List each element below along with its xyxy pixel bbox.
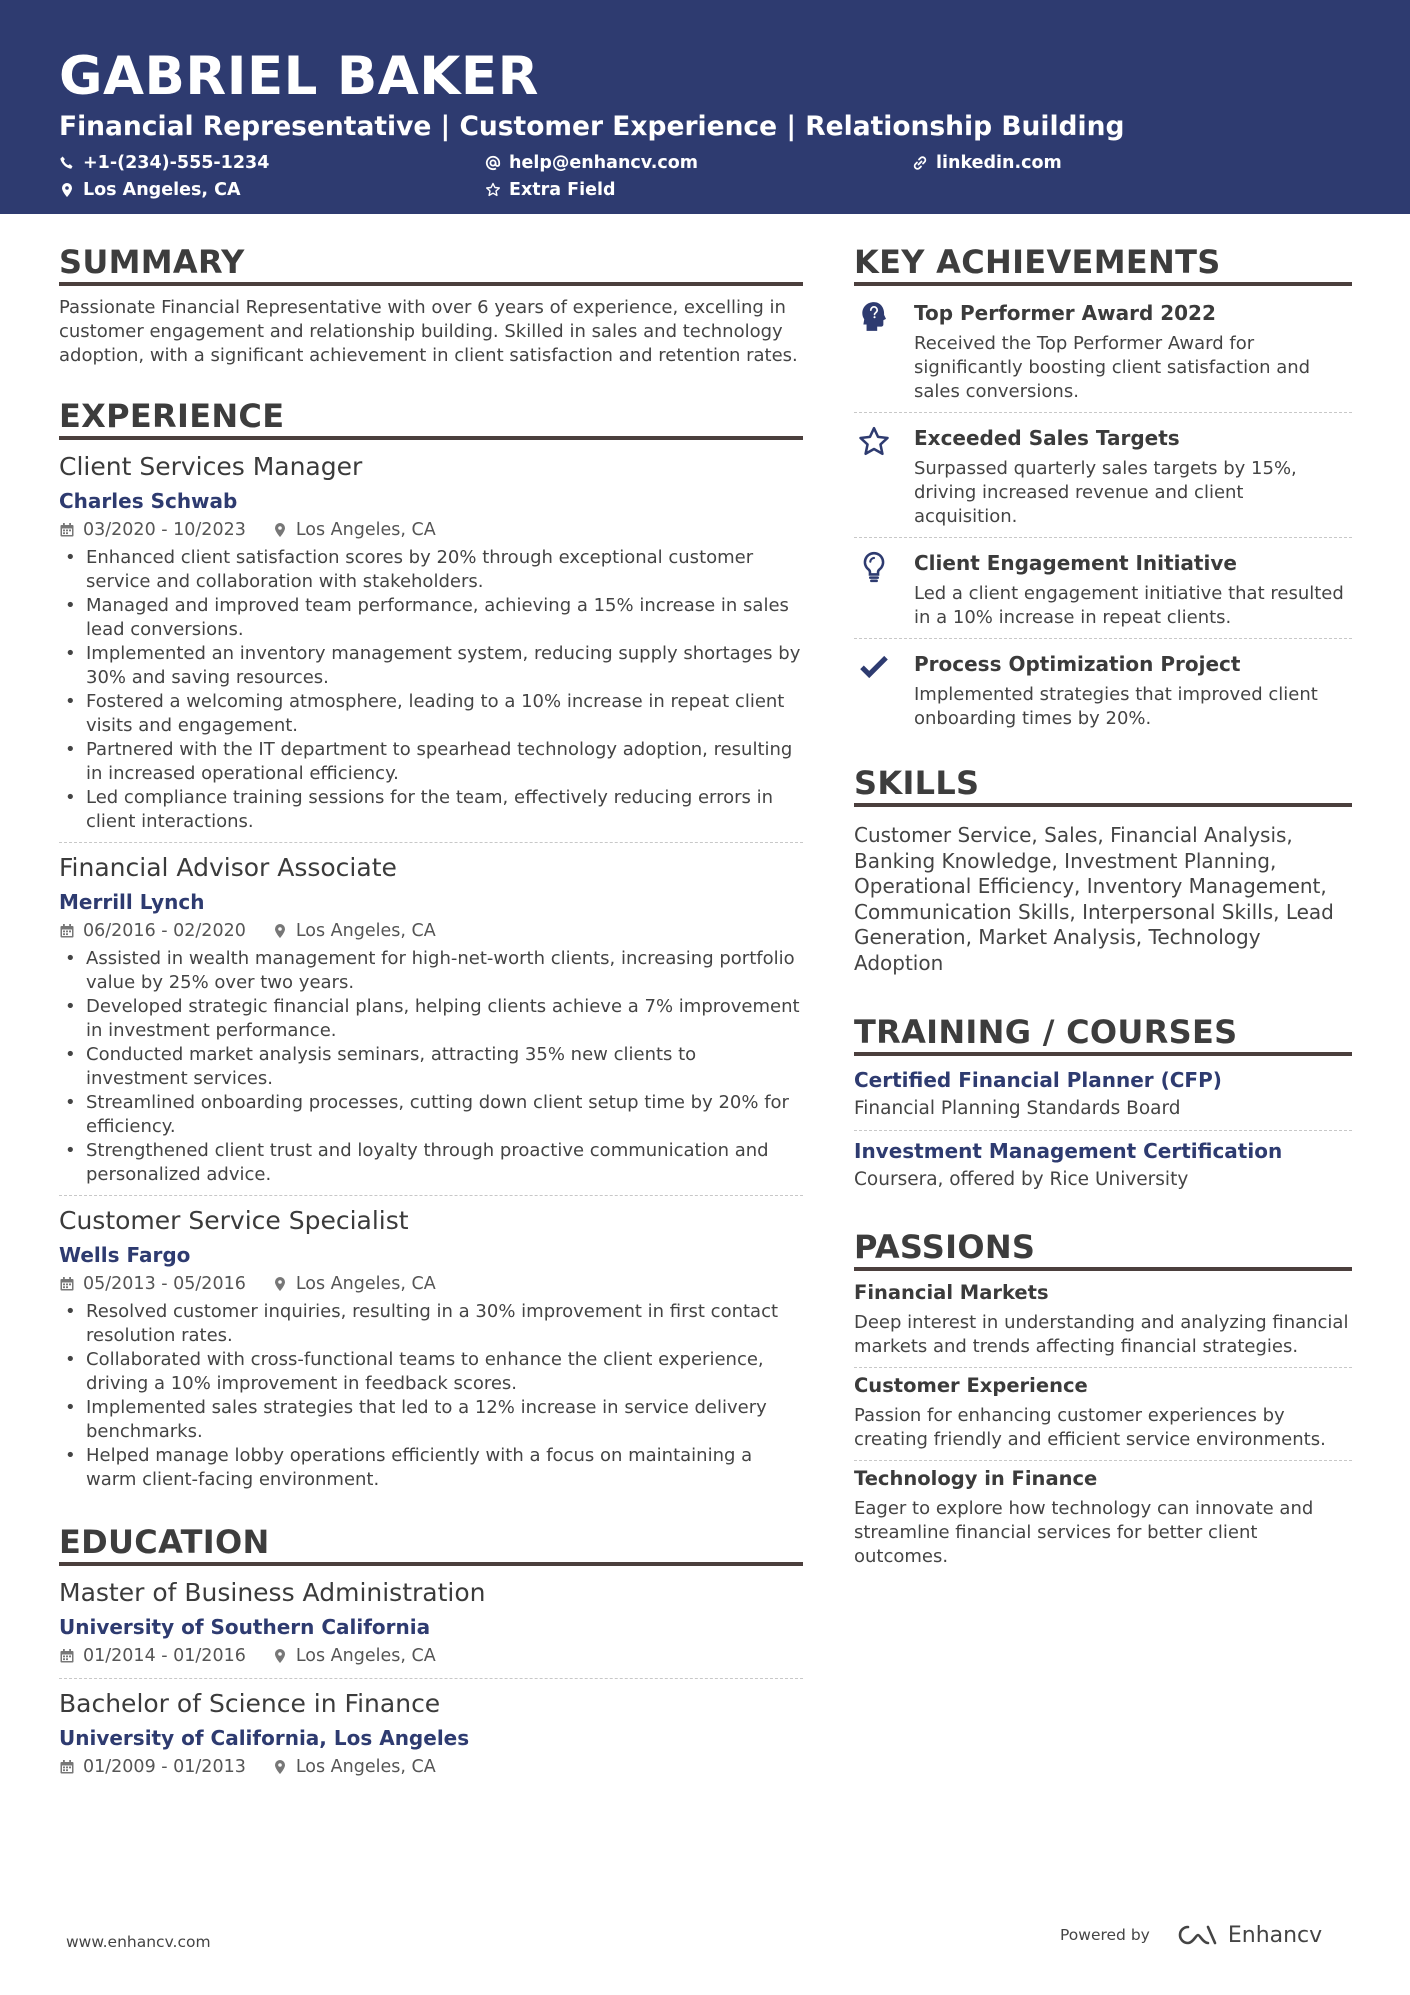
job-location: Los Angeles, CA xyxy=(295,921,436,941)
education-item xyxy=(59,1576,803,1679)
section-title-education: EDUCATION xyxy=(59,1522,803,1566)
footer-branding xyxy=(1060,1922,1322,1948)
achievement-desc: Received the Top Performer Award for significantly boosting client satisfaction and sales conversions. xyxy=(914,333,1311,402)
brand-logo[interactable] xyxy=(1174,1922,1322,1948)
star-outline-icon xyxy=(485,182,501,198)
education-dates: 01/2014 - 01/2016 xyxy=(83,1646,246,1666)
course-org: Financial Planning Standards Board xyxy=(854,1098,1181,1119)
experience-item xyxy=(59,851,803,1196)
education-dates: 01/2009 - 01/2013 xyxy=(83,1757,246,1777)
contact-phone[interactable] xyxy=(59,150,269,176)
achievement-title: Top Performer Award 2022 xyxy=(914,301,1216,325)
link-icon xyxy=(912,155,928,171)
job-meta xyxy=(59,1270,803,1298)
bullet-item: • Managed and improved team performance, achieving a 15% increase in sales lead conversions. xyxy=(59,594,803,642)
course-title: Certified Financial Planner (CFP) xyxy=(854,1068,1222,1092)
school-name: University of Southern California xyxy=(59,1615,431,1639)
education-meta xyxy=(59,1753,803,1781)
achievement-item xyxy=(854,413,1352,538)
contact-info xyxy=(59,150,1351,204)
education-section xyxy=(59,1522,803,1789)
calendar-icon xyxy=(59,522,75,538)
linkedin-text: linkedin.com xyxy=(936,153,1062,173)
calendar-icon xyxy=(59,1759,75,1775)
enhancv-logo-icon xyxy=(1174,1922,1220,1948)
section-title-summary: SUMMARY xyxy=(59,242,803,286)
job-location: Los Angeles, CA xyxy=(295,1274,436,1294)
degree-title: Bachelor of Science in Finance xyxy=(59,1689,441,1718)
calendar-icon xyxy=(59,923,75,939)
bullet-item: • Helped manage lobby operations efficiently with a focus on maintaining a warm client-facing environment. xyxy=(59,1444,803,1492)
email-text: help@enhancv.com xyxy=(509,153,699,173)
at-icon xyxy=(485,155,501,171)
extra-text: Extra Field xyxy=(509,180,616,200)
powered-by-text: Powered by xyxy=(1060,1926,1150,1944)
job-bullets xyxy=(59,947,803,1187)
bullet-item: • Fostered a welcoming atmosphere, leading to a 10% increase in repeat client visits and engagement. xyxy=(59,690,803,738)
head-icon xyxy=(857,300,891,334)
section-title-courses: TRAINING / COURSES xyxy=(854,1012,1352,1056)
job-dates: 03/2020 - 10/2023 xyxy=(83,520,246,540)
summary-text: Passionate Financial Representative with over 6 years of experience, excelling in customer engagement and relationship building. Skilled in sales and technology adoption, with a significant achievement in client satisfaction and retention rates. xyxy=(59,297,798,366)
bullet-item: • Developed strategic financial plans, helping clients achieve a 7% improvement in investment performance. xyxy=(59,995,803,1043)
checkmark-icon xyxy=(857,651,891,685)
passion-desc: Passion for enhancing customer experiences by creating friendly and efficient service environments. xyxy=(854,1405,1326,1450)
bullet-item: • Partnered with the IT department to spearhead technology adoption, resulting in increased operational efficiency. xyxy=(59,738,803,786)
contact-location xyxy=(59,177,241,203)
passion-desc: Eager to explore how technology can innovate and streamline financial services for better client outcomes. xyxy=(854,1498,1314,1567)
location-pin-icon xyxy=(272,1276,288,1292)
contact-extra xyxy=(485,177,616,203)
location-pin-icon xyxy=(272,923,288,939)
bullet-item: • Resolved customer inquiries, resulting in a 30% improvement in first contact resolution rates. xyxy=(59,1300,803,1348)
job-location: Los Angeles, CA xyxy=(295,520,436,540)
job-meta xyxy=(59,917,803,945)
course-item xyxy=(854,1131,1352,1201)
achievement-item xyxy=(854,538,1352,639)
bullet-item: • Enhanced client satisfaction scores by 20% through exceptional customer service and collaboration with stakeholders. xyxy=(59,546,803,594)
passions-section xyxy=(854,1227,1352,1577)
job-dates: 06/2016 - 02/2020 xyxy=(83,921,246,941)
company-name: Merrill Lynch xyxy=(59,890,205,914)
passion-desc: Deep interest in understanding and analyzing financial markets and trends affecting financial strategies. xyxy=(854,1312,1349,1357)
passion-title: Customer Experience xyxy=(854,1374,1088,1397)
experience-item xyxy=(59,1204,803,1500)
skills-list: Customer Service, Sales, Financial Analysis, Banking Knowledge, Investment Planning, Operational Efficiency, Inventory Management, Communication Skills, Interpersonal Skills, Lead Generation, Market Analysis, Technology Adoption xyxy=(854,823,1334,975)
achievement-title: Process Optimization Project xyxy=(914,652,1241,676)
bullet-item: • Streamlined onboarding processes, cutting down client setup time by 20% for efficiency. xyxy=(59,1091,803,1139)
location-pin-icon xyxy=(272,1648,288,1664)
company-name: Charles Schwab xyxy=(59,489,238,513)
education-location: Los Angeles, CA xyxy=(295,1646,436,1666)
bullet-item: • Implemented an inventory management system, reducing supply shortages by 30% and saving resources. xyxy=(59,642,803,690)
bullet-item: • Strengthened client trust and loyalty through proactive communication and personalized advice. xyxy=(59,1139,803,1187)
achievement-desc: Led a client engagement initiative that resulted in a 10% increase in repeat clients. xyxy=(914,583,1344,628)
summary-section xyxy=(59,242,803,368)
achievement-item xyxy=(854,639,1352,739)
footer-website[interactable]: www.enhancv.com xyxy=(66,1933,211,1951)
bullet-item: • Conducted market analysis seminars, attracting 35% new clients to investment services. xyxy=(59,1043,803,1091)
location-pin-icon xyxy=(272,1759,288,1775)
achievement-desc: Implemented strategies that improved client onboarding times by 20%. xyxy=(914,684,1318,729)
location-text: Los Angeles, CA xyxy=(83,180,241,200)
bullet-item: • Led compliance training sessions for the team, effectively reducing errors in client interactions. xyxy=(59,786,803,834)
education-meta xyxy=(59,1642,803,1670)
contact-email[interactable] xyxy=(485,150,698,176)
course-org: Coursera, offered by Rice University xyxy=(854,1169,1189,1190)
course-item xyxy=(854,1060,1352,1131)
headline: Financial Representative | Customer Experience | Relationship Building xyxy=(59,111,1125,142)
calendar-icon xyxy=(59,1648,75,1664)
achievements-section xyxy=(854,242,1352,739)
experience-item xyxy=(59,450,803,843)
bullet-item: • Assisted in wealth management for high-net-worth clients, increasing portfolio value by 25% over two years. xyxy=(59,947,803,995)
contact-linkedin[interactable] xyxy=(912,150,1062,176)
candidate-name: GABRIEL BAKER xyxy=(59,46,539,107)
degree-title: Master of Business Administration xyxy=(59,1578,486,1607)
achievement-desc: Surpassed quarterly sales targets by 15%, driving increased revenue and client acquisition. xyxy=(914,458,1297,527)
passion-item xyxy=(854,1461,1352,1577)
right-column xyxy=(854,242,1352,1605)
passion-item xyxy=(854,1368,1352,1461)
passion-title: Technology in Finance xyxy=(854,1467,1098,1490)
location-pin-icon xyxy=(272,522,288,538)
location-pin-icon xyxy=(59,182,75,198)
achievement-item xyxy=(854,288,1352,413)
course-title: Investment Management Certification xyxy=(854,1139,1283,1163)
section-title-experience: EXPERIENCE xyxy=(59,396,803,440)
left-column xyxy=(59,242,803,1817)
section-title-skills: SKILLS xyxy=(854,763,1352,807)
passion-title: Financial Markets xyxy=(854,1281,1049,1304)
phone-icon xyxy=(59,155,75,171)
skills-section xyxy=(854,763,1352,976)
achievement-title: Exceeded Sales Targets xyxy=(914,426,1180,450)
phone-text: +1-(234)-555-1234 xyxy=(83,153,270,173)
star-icon xyxy=(857,425,891,459)
company-name: Wells Fargo xyxy=(59,1243,191,1267)
experience-section xyxy=(59,396,803,1500)
job-bullets xyxy=(59,1300,803,1492)
job-title: Customer Service Specialist xyxy=(59,1206,409,1235)
brand-name: Enhancv xyxy=(1227,1922,1323,1948)
lightbulb-icon xyxy=(857,550,891,584)
education-location: Los Angeles, CA xyxy=(295,1757,436,1777)
education-item xyxy=(59,1687,803,1789)
courses-section xyxy=(854,1012,1352,1201)
job-bullets xyxy=(59,546,803,834)
passion-item xyxy=(854,1275,1352,1368)
job-title: Financial Advisor Associate xyxy=(59,853,397,882)
resume-header xyxy=(0,0,1410,214)
school-name: University of California, Los Angeles xyxy=(59,1726,470,1750)
bullet-item: • Collaborated with cross-functional teams to enhance the client experience, driving a 10% improvement in feedback scores. xyxy=(59,1348,803,1396)
section-title-passions: PASSIONS xyxy=(854,1227,1352,1271)
achievement-title: Client Engagement Initiative xyxy=(914,551,1237,575)
bullet-item: • Implemented sales strategies that led to a 12% increase in service delivery benchmarks. xyxy=(59,1396,803,1444)
job-title: Client Services Manager xyxy=(59,452,363,481)
calendar-icon xyxy=(59,1276,75,1292)
section-title-achievements: KEY ACHIEVEMENTS xyxy=(854,242,1352,286)
job-meta xyxy=(59,516,803,544)
job-dates: 05/2013 - 05/2016 xyxy=(83,1274,246,1294)
